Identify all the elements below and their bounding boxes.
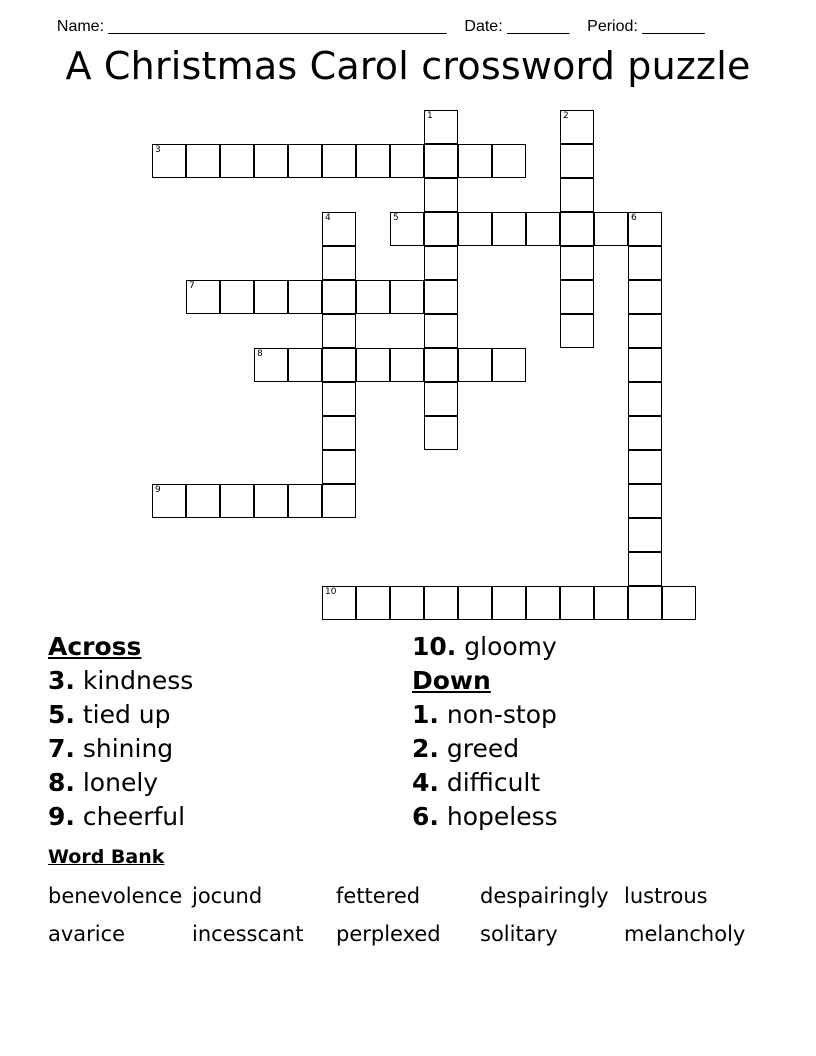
crossword-cell[interactable]: [526, 212, 560, 246]
crossword-cell[interactable]: [628, 518, 662, 552]
crossword-cell[interactable]: [220, 280, 254, 314]
crossword-cell[interactable]: [492, 212, 526, 246]
crossword-cell[interactable]: [492, 144, 526, 178]
crossword-cell[interactable]: [356, 280, 390, 314]
crossword-cell[interactable]: [288, 348, 322, 382]
crossword-cell[interactable]: [322, 416, 356, 450]
crossword-cell[interactable]: [628, 586, 662, 620]
crossword-cell[interactable]: [424, 586, 458, 620]
crossword-cell[interactable]: [288, 144, 322, 178]
clue-down-2: 2. greed: [412, 734, 520, 763]
word-bank-item: benevolence: [48, 884, 183, 908]
clue-number: 8: [257, 349, 263, 359]
crossword-cell[interactable]: [254, 280, 288, 314]
crossword-cell[interactable]: [526, 586, 560, 620]
name-field[interactable]: Name: ______________________________________: [56, 18, 447, 35]
crossword-cell[interactable]: [628, 416, 662, 450]
crossword-cell[interactable]: [220, 484, 254, 518]
crossword-cell[interactable]: [322, 144, 356, 178]
clue-across-7: 7. shining: [48, 734, 174, 763]
crossword-cell[interactable]: [560, 280, 594, 314]
crossword-cell[interactable]: [560, 144, 594, 178]
clue-number: 3: [155, 145, 161, 155]
crossword-cell[interactable]: [254, 144, 288, 178]
crossword-cell[interactable]: [458, 348, 492, 382]
crossword-cell[interactable]: [390, 212, 424, 246]
crossword-cell[interactable]: [186, 484, 220, 518]
clue-number: 9: [155, 485, 161, 495]
word-bank-item: perplexed: [336, 922, 441, 946]
crossword-cell[interactable]: [628, 246, 662, 280]
crossword-cell[interactable]: [424, 348, 458, 382]
crossword-cell[interactable]: [424, 144, 458, 178]
word-bank-heading: Word Bank: [48, 846, 165, 868]
crossword-cell[interactable]: [254, 484, 288, 518]
crossword-cell[interactable]: [390, 280, 424, 314]
crossword-cell[interactable]: [322, 314, 356, 348]
crossword-cell[interactable]: [356, 144, 390, 178]
crossword-cell[interactable]: [220, 144, 254, 178]
crossword-cell[interactable]: [560, 212, 594, 246]
crossword-cell[interactable]: [424, 280, 458, 314]
crossword-cell[interactable]: [492, 348, 526, 382]
clue-across-9: 9. cheerful: [48, 802, 186, 831]
crossword-cell[interactable]: [628, 212, 662, 246]
crossword-cell[interactable]: [322, 382, 356, 416]
crossword-cell[interactable]: [424, 382, 458, 416]
crossword-cell[interactable]: [560, 314, 594, 348]
crossword-cell[interactable]: [560, 110, 594, 144]
date-field[interactable]: Date: _______: [464, 18, 570, 35]
crossword-cell[interactable]: [322, 280, 356, 314]
clue-number: 7: [189, 281, 195, 291]
crossword-cell[interactable]: [492, 586, 526, 620]
crossword-cell[interactable]: [322, 450, 356, 484]
crossword-cell[interactable]: [356, 586, 390, 620]
crossword-cell[interactable]: [322, 586, 356, 620]
crossword-cell[interactable]: [322, 212, 356, 246]
crossword-cell[interactable]: [356, 348, 390, 382]
crossword-cell[interactable]: [288, 280, 322, 314]
crossword-cell[interactable]: [628, 280, 662, 314]
crossword-cell[interactable]: [322, 348, 356, 382]
crossword-cell[interactable]: [424, 314, 458, 348]
crossword-cell[interactable]: [424, 110, 458, 144]
word-bank-item: jocund: [192, 884, 263, 908]
crossword-cell[interactable]: [424, 416, 458, 450]
crossword-cell[interactable]: [186, 280, 220, 314]
crossword-cell[interactable]: [662, 586, 696, 620]
word-bank-item: fettered: [336, 884, 421, 908]
clue-down-4: 4. difficult: [412, 768, 541, 797]
crossword-cell[interactable]: [594, 586, 628, 620]
crossword-cell[interactable]: [390, 586, 424, 620]
clue-down-6: 6. hopeless: [412, 802, 558, 831]
crossword-cell[interactable]: [254, 348, 288, 382]
clue-down-1: 1. non-stop: [412, 700, 557, 729]
crossword-cell[interactable]: [560, 246, 594, 280]
crossword-cell[interactable]: [628, 552, 662, 586]
clue-across-3: 3. kindness: [48, 666, 194, 695]
crossword-cell[interactable]: [390, 144, 424, 178]
across-heading: Across: [48, 632, 142, 661]
crossword-cell[interactable]: [152, 484, 186, 518]
clues-right-column: [412, 630, 558, 834]
crossword-cell[interactable]: [390, 348, 424, 382]
crossword-cell[interactable]: [322, 484, 356, 518]
crossword-cell[interactable]: [628, 382, 662, 416]
clue-number: 4: [325, 213, 331, 223]
crossword-cell[interactable]: [560, 586, 594, 620]
clue-across-5: 5. tied up: [48, 700, 171, 729]
word-bank-item: incesscant: [192, 922, 304, 946]
word-bank-item: solitary: [480, 922, 558, 946]
down-heading: Down: [412, 666, 491, 695]
clues-left-column: [48, 630, 193, 834]
word-bank-item: lustrous: [624, 884, 708, 908]
crossword-cell[interactable]: [152, 144, 186, 178]
crossword-cell[interactable]: [628, 484, 662, 518]
crossword-cell[interactable]: [458, 144, 492, 178]
page-title: A Christmas Carol crossword puzzle: [65, 44, 751, 88]
crossword-cell[interactable]: [628, 314, 662, 348]
crossword-cell[interactable]: [424, 212, 458, 246]
period-field[interactable]: Period: _______: [587, 18, 705, 35]
crossword-cell[interactable]: [628, 450, 662, 484]
crossword-cell[interactable]: [186, 144, 220, 178]
word-bank-item: despairingly: [480, 884, 609, 908]
clue-across-8: 8. lonely: [48, 768, 159, 797]
word-bank-item: avarice: [48, 922, 126, 946]
crossword-cell[interactable]: [288, 484, 322, 518]
crossword-cell[interactable]: [458, 212, 492, 246]
crossword-cell[interactable]: [594, 212, 628, 246]
crossword-cell[interactable]: [424, 246, 458, 280]
crossword-cell[interactable]: [560, 178, 594, 212]
clue-number: 6: [631, 213, 637, 223]
word-bank-item: melancholy: [624, 922, 746, 946]
clue-number: 2: [563, 111, 569, 121]
crossword-cell[interactable]: [628, 348, 662, 382]
clue-across-10: 10. gloomy: [412, 632, 557, 661]
clue-number: 1: [427, 111, 433, 121]
clue-number: 5: [393, 213, 399, 223]
crossword-cell[interactable]: [424, 178, 458, 212]
crossword-cell[interactable]: [458, 586, 492, 620]
crossword-cell[interactable]: [322, 246, 356, 280]
clue-number: 10: [325, 587, 337, 597]
